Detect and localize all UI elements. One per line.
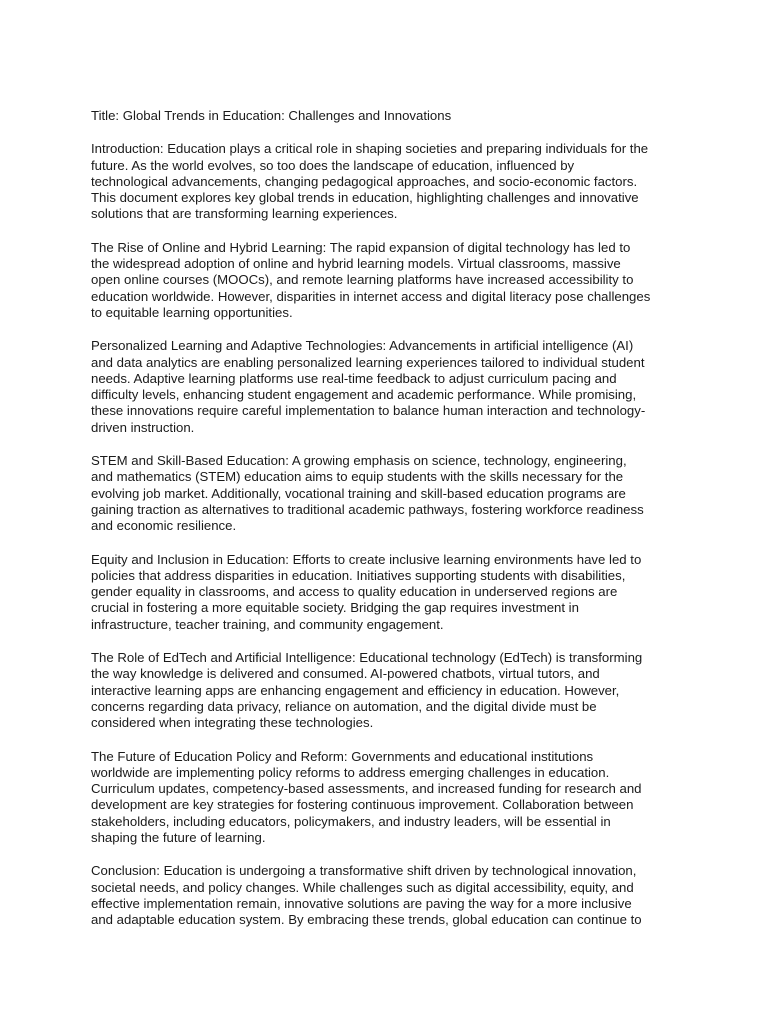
- text-line: STEM and Skill-Based Education: A growing emphasis on science, technology, engineering,: [91, 453, 627, 469]
- text-line: concerns regarding data privacy, reliance on automation, and the digital divide must be: [91, 698, 597, 714]
- text-line: policies that address disparities in education. Initiatives supporting students with disabilities,: [91, 567, 626, 583]
- paragraph-introduction: [91, 141, 691, 222]
- text-line: stakeholders, including educators, policymakers, and industry leaders, will be essential in: [91, 813, 611, 829]
- text-line: Equity and Inclusion in Education: Efforts to create inclusive learning environments have led to: [91, 551, 642, 567]
- paragraph-edtech-ai: [91, 650, 691, 731]
- paragraph-stem-education: [91, 453, 691, 534]
- text-line: interactive learning apps are enhancing engagement and efficiency in education. However,: [91, 682, 620, 698]
- paragraph-policy-reform: [91, 749, 691, 847]
- text-line: shaping the future of learning.: [91, 829, 266, 845]
- text-line: Conclusion: Education is undergoing a transformative shift driven by technological innovation,: [91, 863, 637, 879]
- text-line: needs. Adaptive learning platforms use real-time feedback to adjust curriculum pacing and: [91, 370, 617, 386]
- text-line: difficulty levels, enhancing student engagement and academic performance. While promising,: [91, 387, 637, 403]
- text-line: The Future of Education Policy and Reform: Governments and educational institutions: [91, 748, 594, 764]
- text-line: solutions that are transforming learning experiences.: [91, 206, 398, 222]
- text-line: infrastructure, teacher training, and community engagement.: [91, 616, 444, 632]
- text-line: Curriculum updates, competency-based assessments, and increased funding for research and: [91, 781, 642, 797]
- text-line: gender equality in classrooms, and access to quality education in underserved regions are: [91, 584, 618, 600]
- text-line: This document explores key global trends in education, highlighting challenges and innovative: [91, 190, 639, 206]
- text-line: crucial in fostering a more equitable society. Bridging the gap requires investment in: [91, 600, 579, 616]
- text-line: the widespread adoption of online and hybrid learning models. Virtual classrooms, massive: [91, 256, 621, 272]
- text-line: gaining traction as alternatives to traditional academic pathways, fostering workforce readiness: [91, 501, 644, 517]
- text-line: effective implementation remain, innovative solutions are paving the way for a more inclusive: [91, 895, 632, 911]
- text-line: considered when integrating these technologies.: [91, 715, 374, 731]
- document-title: Title: Global Trends in Education: Challenges and Innovations: [91, 108, 452, 123]
- text-line: Introduction: Education plays a critical role in shaping societies and preparing individuals for the: [91, 141, 649, 157]
- text-line: these innovations require careful implementation to balance human interaction and technology-: [91, 403, 646, 419]
- paragraph-online-hybrid-learning: [91, 240, 691, 321]
- text-line: worldwide are implementing policy reforms to address emerging challenges in education.: [91, 764, 610, 780]
- text-line: and adaptable education system. By embracing these trends, global education can continue to: [91, 912, 642, 928]
- text-line: The Rise of Online and Hybrid Learning: The rapid expansion of digital technology has led to: [91, 239, 631, 255]
- paragraph-personalized-learning: [91, 338, 691, 436]
- document-body: [91, 108, 691, 945]
- text-line: and data analytics are enabling personalized learning experiences tailored to individual student: [91, 354, 645, 370]
- paragraph-conclusion: [91, 863, 691, 928]
- text-line: and economic resilience.: [91, 518, 237, 534]
- text-line: the way knowledge is delivered and consumed. AI-powered chatbots, virtual tutors, and: [91, 666, 600, 682]
- text-line: societal needs, and policy changes. While challenges such as digital accessibility, equity, and: [91, 879, 634, 895]
- paragraph-equity-inclusion: [91, 552, 691, 633]
- text-line: and mathematics (STEM) education aims to equip students with the skills necessary for the: [91, 469, 624, 485]
- text-line: The Role of EdTech and Artificial Intelligence: Educational technology (EdTech) is transforming: [91, 650, 643, 666]
- text-line: to equitable learning opportunities.: [91, 304, 293, 320]
- text-line: technological advancements, changing pedagogical approaches, and socio-economic factors.: [91, 173, 638, 189]
- text-line: education worldwide. However, disparities in internet access and digital literacy pose challenges: [91, 288, 651, 304]
- text-line: future. As the world evolves, so too does the landscape of education, influenced by: [91, 157, 575, 173]
- text-line: development are key strategies for fostering continuous improvement. Collaboration between: [91, 797, 634, 813]
- text-line: open online courses (MOOCs), and remote learning platforms have increased accessibility to: [91, 272, 634, 288]
- text-line: evolving job market. Additionally, vocational training and skill-based education programs are: [91, 485, 626, 501]
- text-line: Personalized Learning and Adaptive Technologies: Advancements in artificial intelligence (AI): [91, 338, 634, 354]
- text-line: driven instruction.: [91, 419, 195, 435]
